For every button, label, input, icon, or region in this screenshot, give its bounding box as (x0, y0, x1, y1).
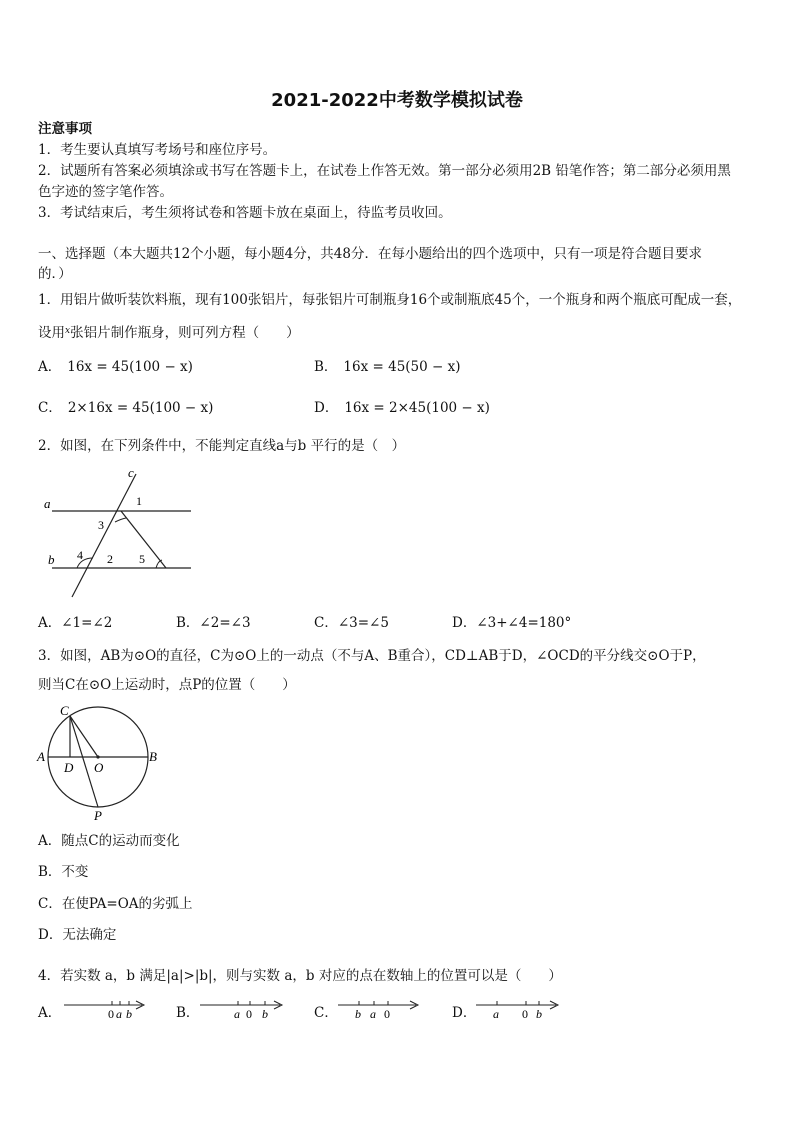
q4-number-line-c (336, 996, 426, 1024)
option-label: A． (38, 1005, 62, 1021)
tick-label: 0 (246, 1007, 252, 1021)
option-label: D． (452, 615, 477, 631)
page-title: 2021-2022中考数学模拟试卷 (271, 90, 523, 111)
note-item: 3．考试结束后，考生须将试卷和答题卡放在桌面上，待监考员收回。 (38, 205, 452, 221)
point-label-a: A (37, 749, 45, 764)
q2-parallel-lines-figure (38, 462, 198, 602)
note-item: 2．试题所有答案必须填涂或书写在答题卡上，在试卷上作答无效。第一部分必须用2B 铅笔作答；第二部分必须用黑 (38, 163, 731, 179)
option-expr: ∠3+∠4=180° (476, 615, 572, 631)
note-item: 色字迹的签字笔作答。 (38, 184, 173, 200)
option-label: C． (314, 1005, 338, 1021)
angle-label-4: 4 (77, 548, 83, 562)
section-heading-cont: 的．） (38, 266, 72, 282)
q3-option-d[interactable]: D．无法确定 (38, 927, 117, 943)
q4-option-a[interactable] (38, 1004, 61, 1022)
angle-label-2: 2 (107, 552, 113, 566)
q3-stem: 3．如图，AB为⊙O的直径，C为⊙O上的一动点（不与A、B重合），CD⊥AB于D，∠OCD的平分线交⊙O于P， (38, 648, 706, 664)
note-item: 1．考生要认真填写考场号和座位序号。 (38, 142, 277, 158)
tick-label: b (262, 1007, 268, 1021)
q3-circle-figure (34, 702, 164, 824)
tick-label: 0 (522, 1007, 528, 1021)
point-label-b: B (149, 749, 157, 764)
q4-option-c[interactable] (314, 1004, 338, 1022)
line-label-b: b (48, 552, 55, 567)
angle-label-1: 1 (136, 494, 142, 508)
option-label: B． (176, 1005, 200, 1021)
option-label: A． (38, 615, 62, 631)
option-label: B． (314, 359, 338, 375)
tick-label: b (536, 1007, 542, 1021)
tick-label: a (116, 1007, 122, 1021)
point-label-p: P (94, 808, 102, 823)
point-label-c: C (60, 703, 69, 718)
line-label-a: a (44, 496, 51, 511)
q1-option-c[interactable] (38, 399, 213, 417)
q3-option-b[interactable]: B．不变 (38, 864, 89, 880)
option-expr: ∠1=∠2 (61, 615, 113, 631)
angle-label-3: 3 (98, 518, 104, 532)
tick-label: 0 (108, 1007, 114, 1021)
q2-option-d[interactable] (452, 614, 571, 632)
option-label: B． (176, 615, 200, 631)
option-label: A． (38, 359, 62, 375)
q3-option-c[interactable]: C．在使PA=OA的劣弧上 (38, 896, 193, 912)
section-heading: 一、选择题（本大题共12个小题，每小题4分，共48分．在每小题给出的四个选项中，只有一项是符合题目要求 (38, 246, 702, 262)
q4-number-line-d (474, 996, 564, 1024)
q4-number-line-a (62, 996, 152, 1024)
q1-stem-pre: 设用 (38, 325, 65, 341)
tick-label: b (355, 1007, 361, 1021)
q4-option-b[interactable] (176, 1004, 199, 1022)
option-expr: 2×16x = 45(100 − x) (67, 400, 214, 416)
tick-label: a (493, 1007, 499, 1021)
tick-label: a (370, 1007, 376, 1021)
option-label: D． (314, 400, 339, 416)
q1-stem-cont (38, 322, 300, 342)
q2-option-c[interactable] (314, 614, 389, 632)
q3-stem-cont: 则当C在⊙O上运动时，点P的位置（ ） (38, 677, 296, 693)
option-expr: ∠3=∠5 (337, 615, 389, 631)
option-label: C． (38, 400, 62, 416)
option-expr: 16x = 45(100 − x) (67, 359, 193, 375)
q1-option-a[interactable] (38, 358, 193, 376)
q4-number-line-b (198, 996, 288, 1024)
q2-option-a[interactable] (38, 614, 112, 632)
q1-option-b[interactable] (314, 358, 461, 376)
point-label-d: D (64, 760, 74, 775)
q1-option-d[interactable] (314, 399, 490, 417)
q4-stem: 4．若实数 a，b 满足|a|>|b|，则与实数 a，b 对应的点在数轴上的位置可以是（ ） (38, 968, 562, 984)
q2-option-b[interactable] (176, 614, 251, 632)
q1-variable: x (65, 326, 71, 336)
notes-heading: 注意事项 (38, 121, 92, 137)
tick-label: a (234, 1007, 240, 1021)
tick-label: 0 (384, 1007, 390, 1021)
tick-label: b (126, 1007, 132, 1021)
q2-stem: 2．如图，在下列条件中，不能判定直线a与b 平行的是（ ） (38, 438, 406, 454)
angle-label-5: 5 (139, 552, 145, 566)
q1-stem: 1．用铝片做听装饮料瓶，现有100张铝片，每张铝片可制瓶身16个或制瓶底45个，一个瓶身和两个瓶底可配成一套， (38, 292, 742, 308)
option-label: C． (314, 615, 338, 631)
line-label-c: c (128, 465, 134, 480)
q3-option-a[interactable]: A．随点C的运动而变化 (38, 833, 180, 849)
point-label-o: O (94, 760, 104, 775)
option-expr: 16x = 45(50 − x) (343, 359, 461, 375)
q4-option-d[interactable] (452, 1004, 476, 1022)
option-expr: ∠2=∠3 (199, 615, 251, 631)
option-label: D． (452, 1005, 477, 1021)
q1-stem-post: 张铝片制作瓶身，则可列方程（ ） (70, 325, 300, 341)
option-expr: 16x = 2×45(100 − x) (344, 400, 490, 416)
